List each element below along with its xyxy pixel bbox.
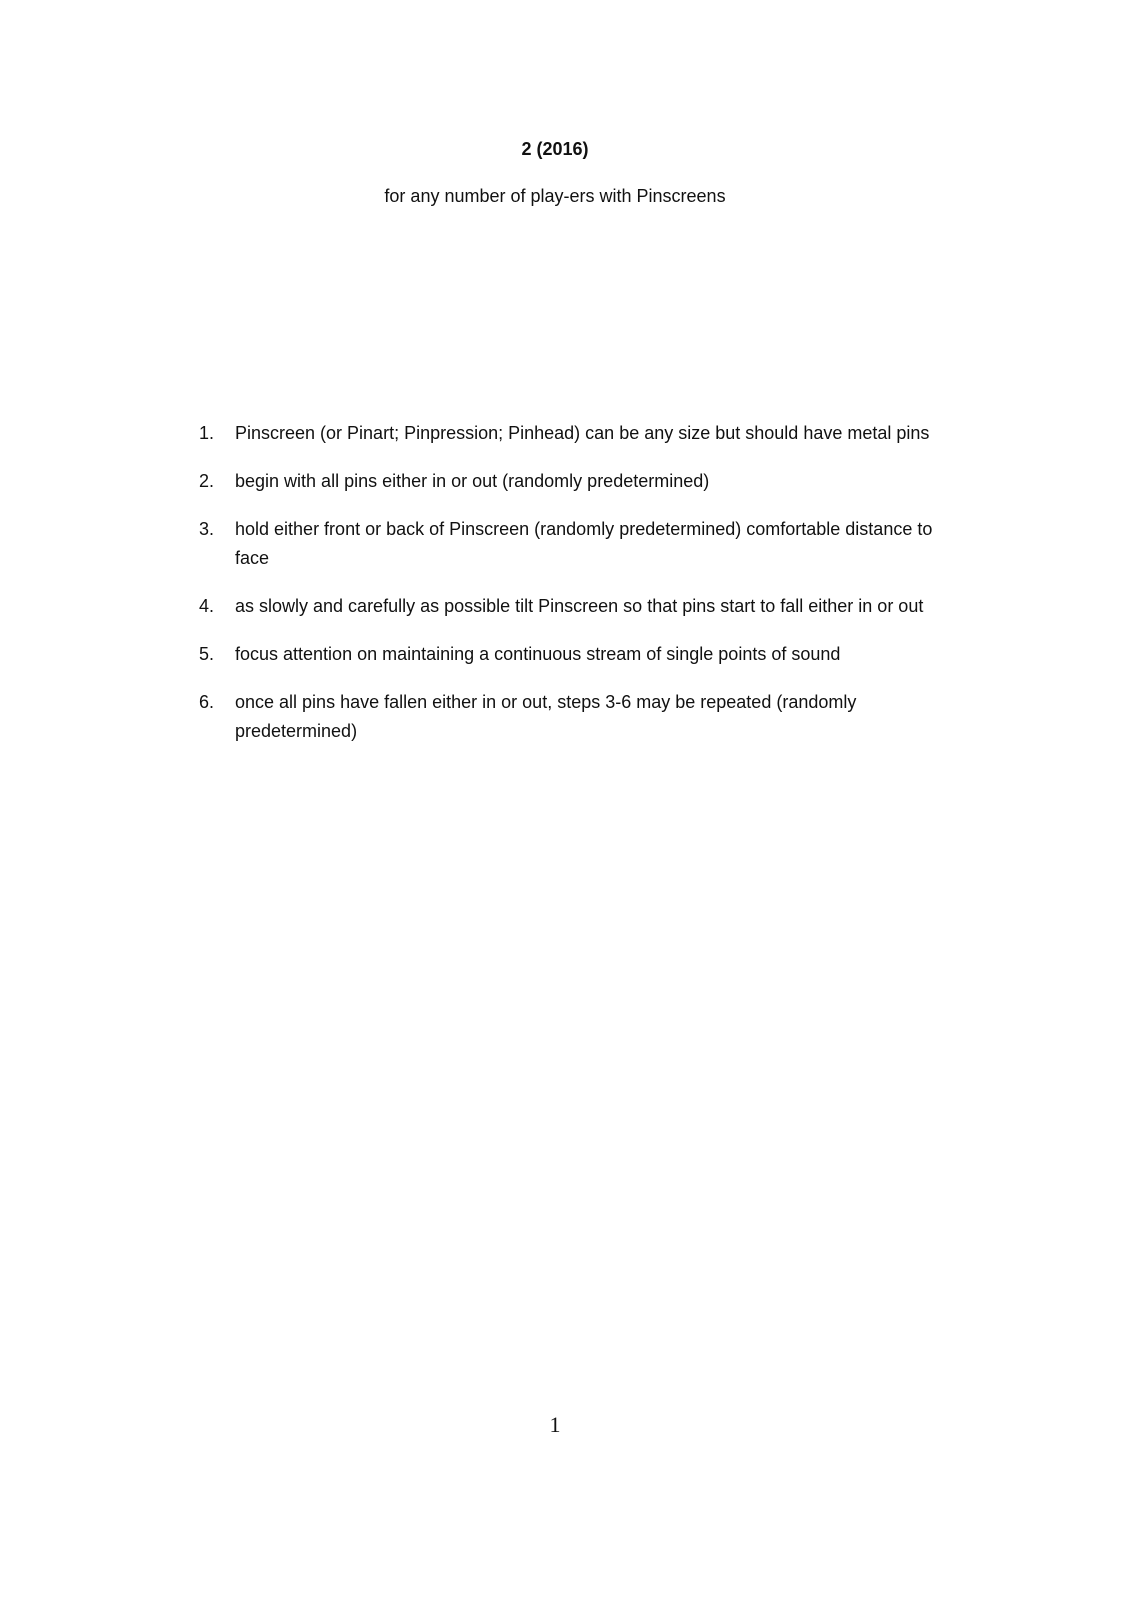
step-text: once all pins have fallen either in or out, steps 3-6 may be repeated (randomly predetermined) [235,692,857,741]
step-number: 3. [199,519,215,539]
instruction-step-5 [199,640,944,669]
step-number: 6. [199,692,215,712]
step-number: 2. [199,471,215,491]
document-title: 2 (2016) [521,139,589,159]
instruction-step-3 [199,515,944,573]
instruction-list [199,419,944,765]
instruction-step-6 [199,688,944,746]
step-text: Pinscreen (or Pinart; Pinpression; Pinhead) can be any size but should have metal pins [235,423,930,443]
page-number: 1 [549,1412,561,1437]
instruction-step-2 [199,467,944,496]
step-number: 4. [199,596,215,616]
instruction-step-4 [199,592,944,621]
document-subtitle: for any number of play-ers with Pinscreens [384,186,726,206]
step-text: hold either front or back of Pinscreen (randomly predetermined) comfortable distance to face [235,519,933,568]
step-number: 5. [199,644,215,664]
step-number: 1. [199,423,215,443]
instruction-step-1 [199,419,944,448]
step-text: as slowly and carefully as possible tilt Pinscreen so that pins start to fall either in or out [235,596,924,616]
step-text: focus attention on maintaining a continuous stream of single points of sound [235,644,841,664]
step-text: begin with all pins either in or out (randomly predetermined) [235,471,710,491]
